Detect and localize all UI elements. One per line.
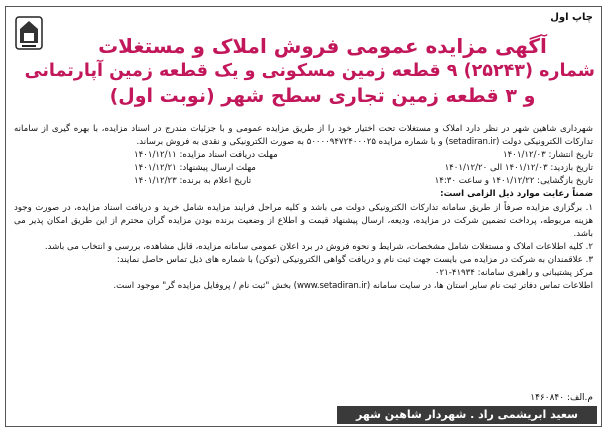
doc-deadline: مهلت دریافت اسناد مزایده: ۱۴۰۱/۱۲/۱۱ <box>134 150 278 161</box>
reference-number: م.الف: ۱۴۶۰۸۴۰ <box>530 393 593 403</box>
notice-body <box>14 123 593 293</box>
title-line-1: آگهی مزایده عمومی فروش املاک و مستغلات <box>98 34 547 58</box>
title-line-3: و ۳ قطعه زمین تجاری سطح شهر (نوبت اول) <box>109 85 536 107</box>
dates-row-1 <box>14 149 593 162</box>
note-item: ۲. کلیه اطلاعات املاک و مستغلات شامل مشخصات، شرایط و نحوه فروش در برد اعلان عمومی سامانه مزایده، قابل مشاهده، بررسی و انتخاب می باشد. <box>44 241 593 252</box>
signature-bar: سعید ابریشمی راد . شهردار شاهین شهر <box>337 406 597 424</box>
support-phone: مرکز پشتیبانی و راهبری سامانه: ۴۱۹۳۴-۰۲۱ <box>434 268 593 279</box>
publish-date: تاریخ انتشار: ۱۴۰۱/۱۲/۰۳ <box>503 150 593 161</box>
note-item: ۳. علاقمندان به شرکت در مزایده می بایست جهت ثبت نام و دریافت گواهی الکترونیکی (توکن) با شماره های ذیل تماس حاصل نمایند: <box>116 254 593 265</box>
municipality-logo-icon <box>14 15 44 51</box>
dates-row-2 <box>14 162 593 175</box>
notes-header: ضمناً رعایت موارد ذیل الزامی است: <box>440 189 593 200</box>
visit-date: تاریخ بازدید: ۱۴۰۱/۱۲/۰۳ الی ۱۴۰۱/۱۲/۲۰ <box>444 163 593 174</box>
intro-paragraph: شهرداری شاهین شهر در نظر دارد املاک و مستغلات تحت اختیار خود را از طریق مزایده عمومی و با جزئیات مندرج در اسناد مزایده، با بهره گیری از سامانه تدارکات الکترونیکی دولت (setadiran.ir) و با شماره مزایده ۵۰۰۰۰۹۴۷۲۴۰۰۰۲۵ به صورت الکترونیکی و نقدی به فروش برساند. <box>14 124 593 148</box>
note-item: ۱. برگزاری مزایده صرفاً از طریق سامانه تدارکات الکترونیکی دولت می باشد و کلیه مراحل فرایند مزایده شامل خرید و دریافت اسناد مزایده، در صورت وجود هزینه مربوطه، پرداخت تضمین شرکت در مزایده، ودیعه، ارسال پیشنهاد قیمت و اطلاع از وضعیت برنده بودن مزایده گران محترم از این طریق امکان پذیر می باشد. <box>14 202 593 239</box>
edition-tag: چاپ اول <box>550 12 593 23</box>
winner-date: تاریخ اعلام به برنده: ۱۴۰۱/۱۲/۲۳ <box>134 176 252 187</box>
contact-info: اطلاعات تماس دفاتر ثبت نام سایر استان ها، در سایت سامانه (www.setadiran.ir) بخش "ثبت نام / پروفایل مزایده گر" موجود است. <box>113 281 593 292</box>
opening-date: تاریخ بازگشایی: ۱۴۰۱/۱۲/۲۲ و ساعت ۱۴:۳۰ <box>434 176 593 187</box>
dates-row-3 <box>14 175 593 188</box>
offer-deadline: مهلت ارسال پیشنهاد: ۱۴۰۱/۱۲/۲۱ <box>134 163 256 174</box>
notice-title <box>24 34 595 109</box>
title-line-2: شماره (۲۵۲۴۳) ۹ قطعه زمین مسکونی و یک قطعه زمین آپارتمانی <box>24 61 595 81</box>
